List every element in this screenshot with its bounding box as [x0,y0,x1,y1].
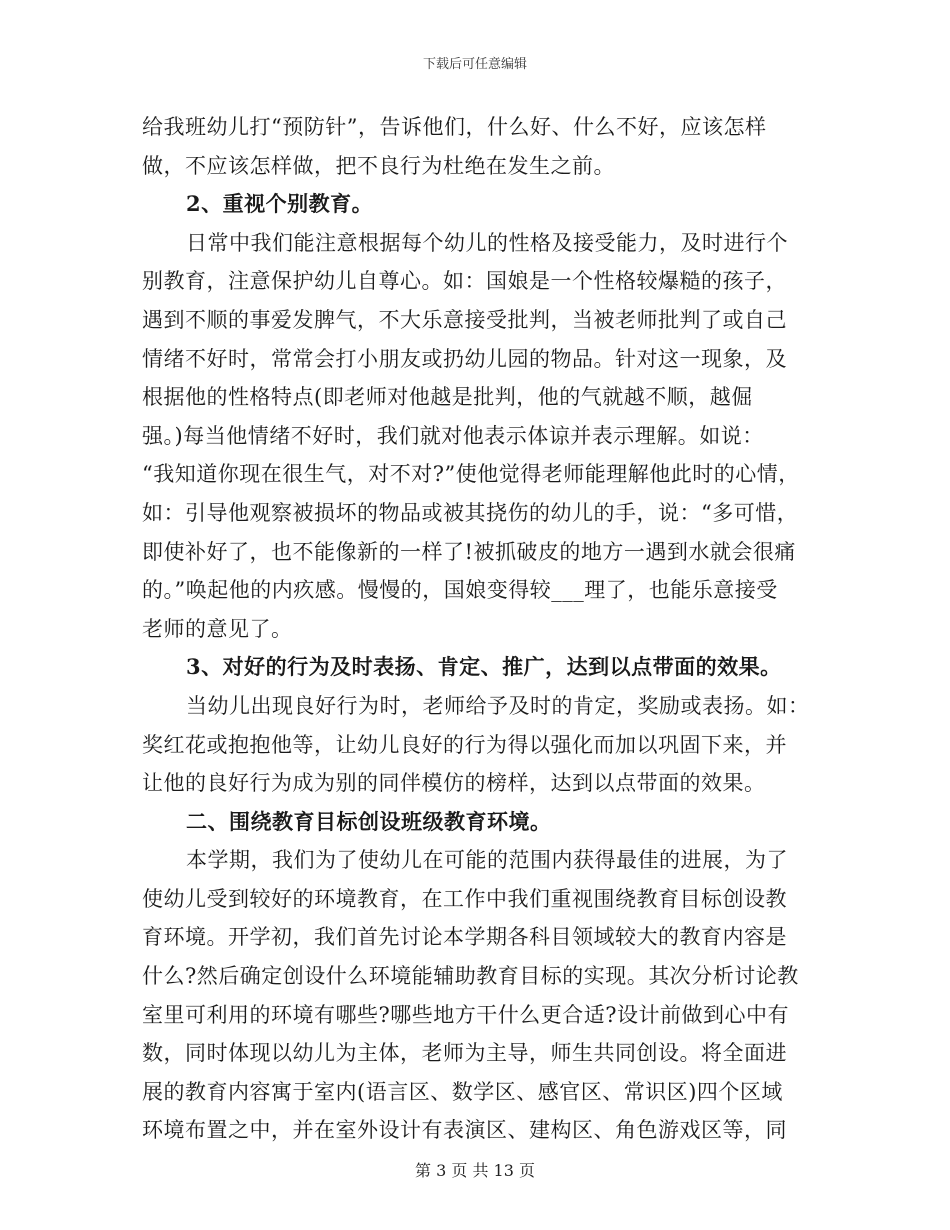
body-line: 即使补好了，也不能像新的一样了!被抓破皮的地方一遇到水就会很痛 [142,539,796,564]
body-line: “我知道你现在很生气，对不对?”使他觉得老师能理解他此时的心情， [142,462,800,487]
page-header: 下载后可任意编辑 [422,57,527,72]
body-line: 展的教育内容寓于室内(语言区、数学区、感官区、常识区)四个区域 [142,1079,783,1104]
body-line: 日常中我们能注意根据每个幼儿的性格及接受能力，及时进行个 [186,230,788,255]
body-line: 遇到不顺的事爱发脾气，不大乐意接受批判，当被老师批判了或自己 [142,307,787,332]
body-line: 奖红花或抱抱他等，让幼儿良好的行为得以强化而加以巩固下来，并 [142,732,787,757]
page-number: 第 3 页 共 13 页 [415,1161,535,1180]
body-line: 别教育，注意保护幼儿自尊心。如：国娘是一个性格较爆糙的孩子， [142,269,787,294]
section-heading: 二、围绕教育目标创设班级教育环境。 [186,808,552,834]
body-line: 育环境。开学初，我们首先讨论本学期各科目领域较大的教育内容是 [142,925,787,950]
section-heading: 3、对好的行为及时表扬、肯定、推广，达到以点带面的效果。 [186,654,782,680]
body-line: 的。”唤起他的内疚感。慢慢的，国娘变得较___理了，也能乐意接受 [142,578,778,603]
body-line: 情绪不好时，常常会打小朋友或扔幼儿园的物品。针对这一现象，及 [142,346,787,371]
body-line: 根据他的性格特点(即老师对他越是批判，他的气就越不顺，越倔 [142,385,753,410]
body-line: 什么?然后确定创设什么环境能辅助教育目标的实现。其次分析讨论教 [142,964,799,989]
body-line: 强。)每当他情绪不好时，我们就对他表示体谅并表示理解。如说： [142,423,764,448]
body-line: 让他的良好行为成为别的同伴模仿的榜样，达到以点带面的效果。 [142,771,766,796]
body-line: 使幼儿受到较好的环境教育，在工作中我们重视围绕教育目标创设教 [142,886,787,911]
body-line: 老师的意见了。 [142,616,293,641]
body-line: 本学期，我们为了使幼儿在可能的范围内获得最佳的进展，为了 [186,848,788,873]
document-body [142,108,808,1150]
body-line: 当幼儿出现良好行为时，老师给予及时的肯定，奖励或表扬。如： [186,693,810,718]
body-line: 环境布置之中，并在室外设计有表演区、建构区、角色游戏区等，同 [142,1118,787,1143]
body-line: 给我班幼儿打“预防针”，告诉他们，什么好、什么不好，应该怎样 [142,115,767,139]
body-line: 如：引导他观察被损坏的物品或被其挠伤的幼儿的手，说：“多可惜， [142,500,799,525]
body-line: 数，同时体现以幼儿为主体，老师为主导，师生共同创设。将全面进 [142,1041,787,1066]
body-line: 室里可利用的环境有哪些?哪些地方干什么更合适?设计前做到心中有 [142,1002,790,1027]
section-heading: 2、重视个别教育。 [186,191,374,217]
body-line: 做，不应该怎样做，把不良行为杜绝在发生之前。 [142,153,615,178]
